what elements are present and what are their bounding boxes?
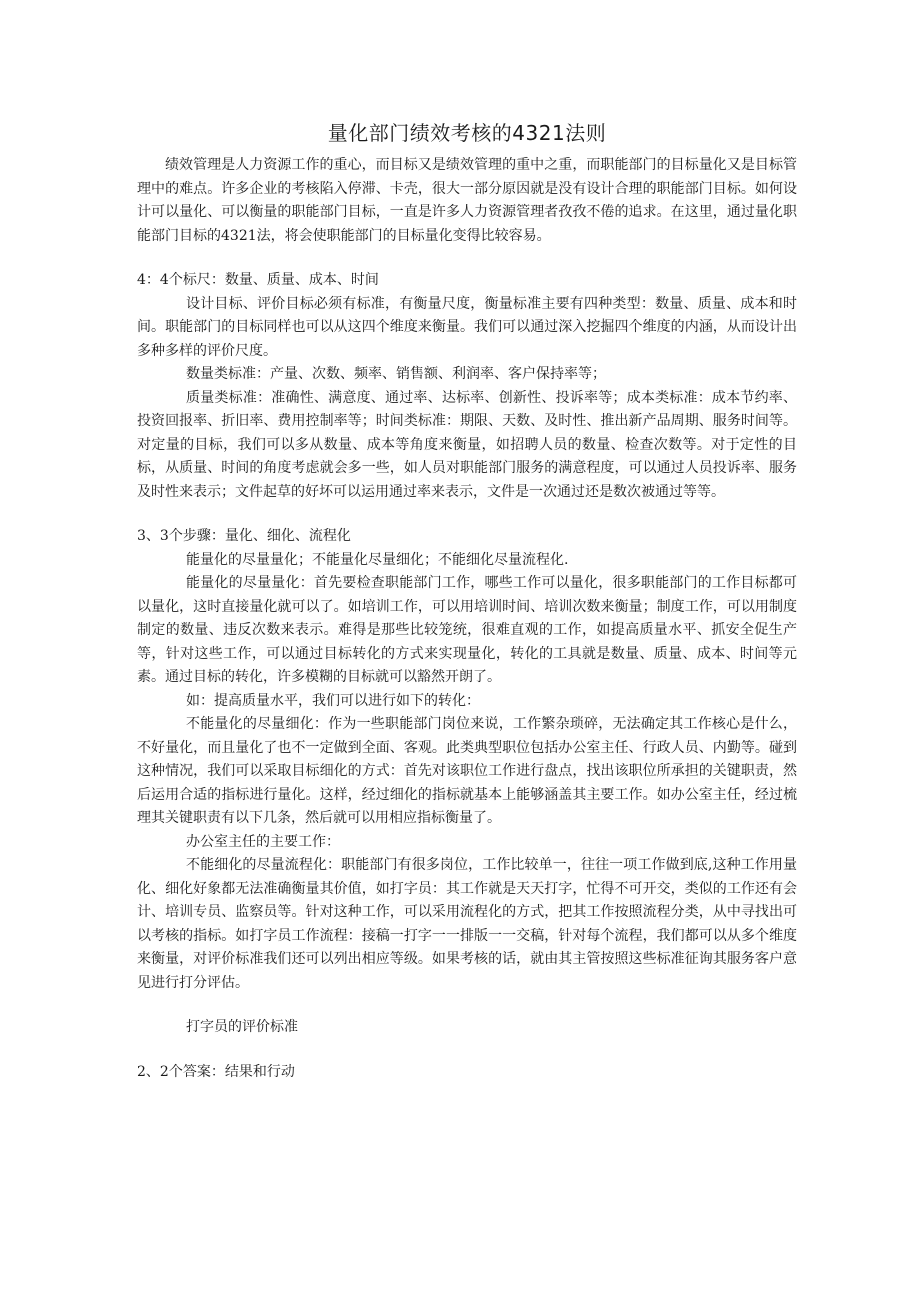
section-3-heading: 3、3个步骤：量化、细化、流程化 [137,528,351,544]
section-3-paragraph-1: 能量化的尽量量化；不能量化尽量细化；不能细化尽量流程化. [186,551,569,568]
section-4-heading: 4：4个标尺：数量、质量、成本、时间 [137,272,379,288]
section-3-paragraph-6: 不能细化的尽量流程化：职能部门有很多岗位，工作比较单一，往往一项工作做到底,这种工作用量化、细化好象都无法准确衡量其价值，如打字员：其工作就是天天打字，忙得不可开交，类似的工作还有会计、培训专员、监察员等。针对这种工作，可以采用流程化的方式，把其工作按照流程分类，从中寻找出可以考核的指标。如打字员工作流程：接稿一打字一一排版一一交稿，针对每个流程，我们都可以从多个维度来衡量，对评价标准我们还可以列出相应等级。如果考核的话，就由其主管按照这些标准征询其服务客户意见进行打分评估。 [137,857,797,991]
section-3-paragraph-3: 如：提高质量水平，我们可以进行如下的转化： [186,692,480,709]
section-3-paragraph-2: 能量化的尽量量化：首先要检查职能部门工作，哪些工作可以量化，很多职能部门的工作目标都可以量化，这时直接量化就可以了。如培训工作，可以用培训时间、培训次数来衡量；制度工作，可以用制度制定的数量、违反次数来表示。难得是那些比较笼统，很难直观的工作，如提高质量水平、抓安全促生产等，针对这些工作，可以通过目标转化的方式来实现量化，转化的工具就是数量、质量、成本、时间等元素。通过目标的转化，许多模糊的目标就可以豁然开朗了。 [137,575,797,685]
document-title: 量化部门绩效考核的4321法则 [327,121,607,145]
intro-paragraph: 绩效管理是人力资源工作的重心，而目标又是绩效管理的重中之重，而职能部门的目标量化又是目标管理中的难点。许多企业的考核陷入停滞、卡壳，很大一部分原因就是没有设计合理的职能部门目标。如何设计可以量化、可以衡量的职能部门目标，一直是许多人力资源管理者孜孜不倦的追求。在这里，通过量化职能部门目标的4321法，将会使职能部门的目标量化变得比较容易。 [137,157,797,244]
section-3-paragraph-5: 办公室主任的主要工作： [186,833,340,850]
section-2-heading: 2、2个答案：结果和行动 [137,1063,295,1080]
section-4-paragraph-3: 质量类标准：准确性、满意度、通过率、达标率、创新性、投诉率等；成本类标准：成本节约率、投资回报率、折旧率、费用控制率等；时间类标准：期限、天数、及时性、推出新产品周期、服务时间等。对定量的目标，我们可以多从数量、成本等角度来衡量，如招聘人员的数量、检查次数等。对于定性的目标，从质量、时间的角度考虑就会多一些，如人员对职能部门服务的满意程度，可以通过人员投诉率、服务及时性来表示；文件起草的好坏可以运用通过率来表示，文件是一次通过还是数次被通过等等。 [137,389,797,500]
section-4-paragraph-1: 设计目标、评价目标必须有标准，有衡量尺度，衡量标准主要有四种类型：数量、质量、成本和时间。职能部门的目标同样也可以从这四个维度来衡量。我们可以通过深入挖掘四个维度的内涵，从而设计出多种多样的评价尺度。 [137,295,797,359]
section-3-paragraph-4: 不能量化的尽量细化：作为一些职能部门岗位来说，工作繁杂琐碎，无法确定其工作核心是什么，不好量化，而且量化了也不一定做到全面、客观。此类典型职位包括办公室主任、行政人员、内勤等。碰到这种情况，我们可以采取目标细化的方式：首先对该职位工作进行盘点，找出该职位所承担的关键职责，然后运用合适的指标进行量化。这样，经过细化的指标就基本上能够涵盖其主要工作。如办公室主任，经过梳理其关键职责有以下几条，然后就可以用相应指标衡量了。 [137,716,797,826]
section-4-paragraph-2: 数量类标准：产量、次数、频率、销售额、利润率、客户保持率等； [186,366,606,382]
document-page [137,118,797,1084]
section-3-paragraph-7: 打字员的评价标准 [186,1019,298,1035]
